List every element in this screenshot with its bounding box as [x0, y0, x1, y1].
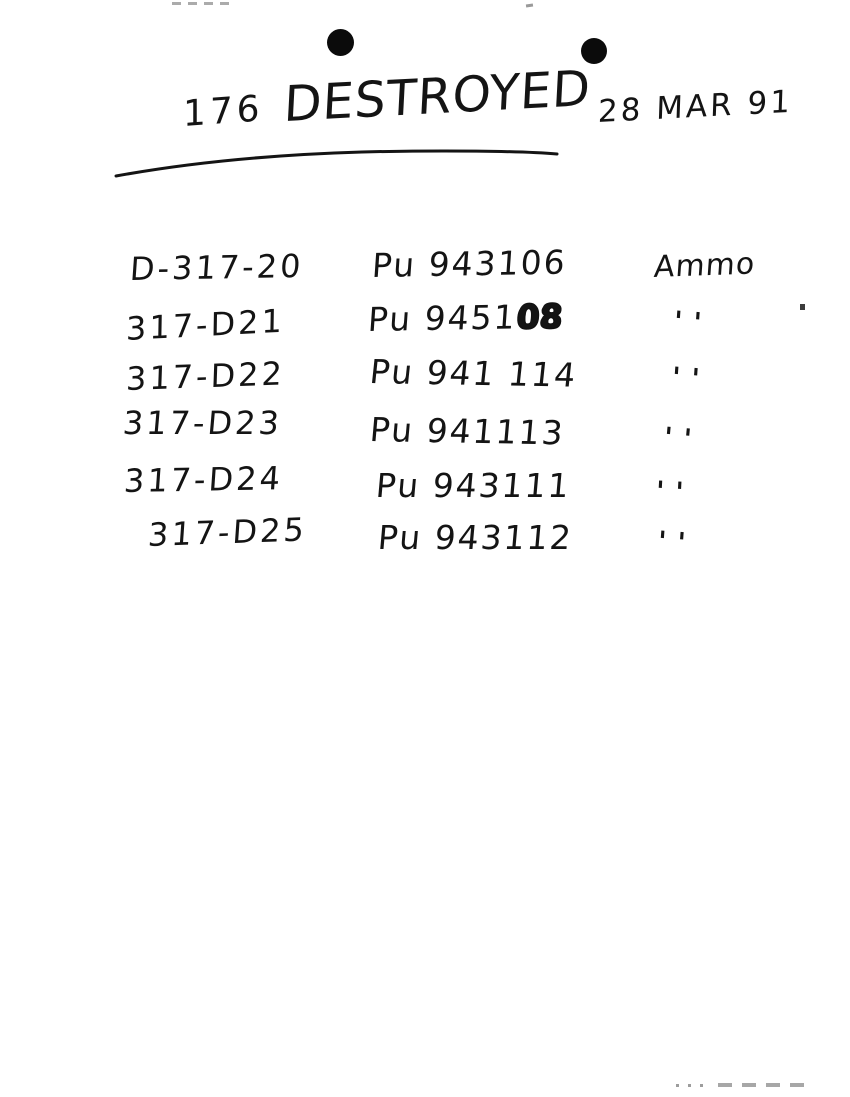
title-count: 176 — [183, 88, 264, 136]
ditto-mark: '' — [662, 422, 704, 457]
serial-main: Pu 941 114 — [367, 352, 580, 395]
ditto-mark: '' — [656, 526, 698, 560]
item-id: 317-D25 — [146, 510, 309, 555]
serial-number — [368, 410, 566, 452]
serial-main: Pu 943111 — [374, 466, 573, 505]
document-date: 28 MAR 91 — [597, 83, 794, 131]
ditto-mark: '' — [655, 476, 696, 509]
scan-artifact-bottom-dots — [676, 1084, 712, 1087]
serial-number — [371, 243, 568, 285]
item-id: D-317-20 — [128, 246, 305, 289]
serial-number — [376, 518, 574, 557]
item-id: 317-D21 — [125, 301, 286, 349]
scan-speck-top-right — [526, 4, 533, 8]
category-label: Ammo — [652, 246, 757, 286]
serial-main: Pu 941113 — [368, 410, 567, 453]
serial-main: Pu 943112 — [376, 518, 575, 557]
hole-punch-dot-left — [327, 29, 354, 56]
serial-number — [374, 466, 572, 505]
title-word: DESTROYED — [282, 59, 593, 134]
serial-number — [368, 352, 579, 395]
serial-main: Pu 9451 — [366, 297, 519, 340]
ditto-mark: '' — [670, 362, 712, 396]
serial-main: Pu 943106 — [370, 242, 569, 286]
serial-overwrite: 08 — [515, 296, 564, 337]
scan-speck-mid-right — [800, 304, 805, 310]
scan-artifact-bottom-edge — [718, 1083, 814, 1087]
item-id: 317-D24 — [122, 459, 285, 501]
scan-artifact-top-edge — [172, 2, 230, 5]
title-underline — [112, 144, 560, 182]
item-id: 317-D22 — [125, 354, 286, 399]
ditto-mark: '' — [672, 306, 714, 340]
serial-number — [367, 297, 564, 339]
item-id: 317-D23 — [121, 404, 284, 442]
